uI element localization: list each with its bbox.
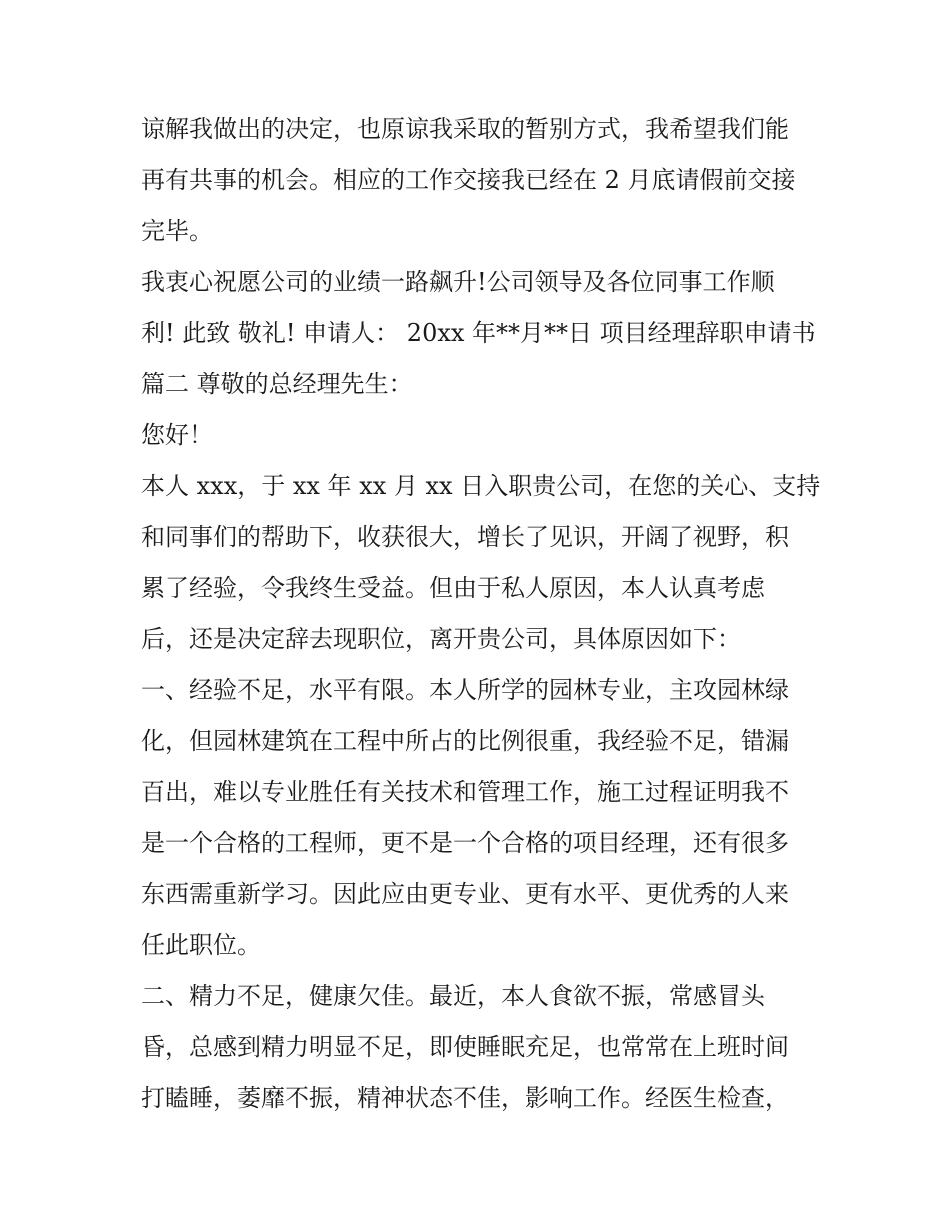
document-body	[141, 104, 821, 1124]
text-line: 昏，总感到精力明显不足，即使睡眠充足，也常常在上班时间	[141, 1033, 789, 1061]
text-line: 二、精力不足，健康欠佳。最近，本人食欲不振，常感冒头	[141, 982, 765, 1010]
text-line: 谅解我做出的决定，也原谅我采取的暂别方式，我希望我们能	[141, 115, 789, 143]
text-line: 完毕。	[141, 217, 213, 245]
text-line: 是一个合格的工程师，更不是一个合格的项目经理，还有很多	[141, 829, 789, 857]
text-line: 篇二 尊敬的总经理先生：	[141, 370, 413, 398]
text-line: 本人 xxx，于 xx 年 xx 月 xx 日入职贵公司，在您的关心、支持	[141, 472, 821, 500]
text-line: 和同事们的帮助下，收获很大，增长了见识，开阔了视野，积	[141, 523, 789, 551]
text-line: 再有共事的机会。相应的工作交接我已经在 2 月底请假前交接	[141, 166, 796, 194]
text-line: 我衷心祝愿公司的业绩一路飙升!公司领导及各位同事工作顺	[141, 268, 775, 296]
text-line: 打瞌睡，萎靡不振，精神状态不佳，影响工作。经医生检查，	[141, 1084, 789, 1112]
text-line: 后，还是决定辞去现职位，离开贵公司，具体原因如下：	[141, 625, 741, 653]
text-line: 利! 此致 敬礼! 申请人： 20xx 年**月**日 项目经理辞职申请书	[141, 319, 816, 347]
text-line: 化，但园林建筑在工程中所占的比例很重，我经验不足，错漏	[141, 727, 789, 755]
text-line: 一、经验不足，水平有限。本人所学的园林专业，主攻园林绿	[141, 676, 789, 704]
text-line: 百出，难以专业胜任有关技术和管理工作，施工过程证明我不	[141, 778, 789, 806]
text-line: 您好！	[141, 421, 213, 449]
text-line: 累了经验，令我终生受益。但由于私人原因，本人认真考虑	[141, 574, 765, 602]
text-line: 任此职位。	[141, 931, 261, 959]
text-line: 东西需重新学习。因此应由更专业、更有水平、更优秀的人来	[141, 880, 789, 908]
